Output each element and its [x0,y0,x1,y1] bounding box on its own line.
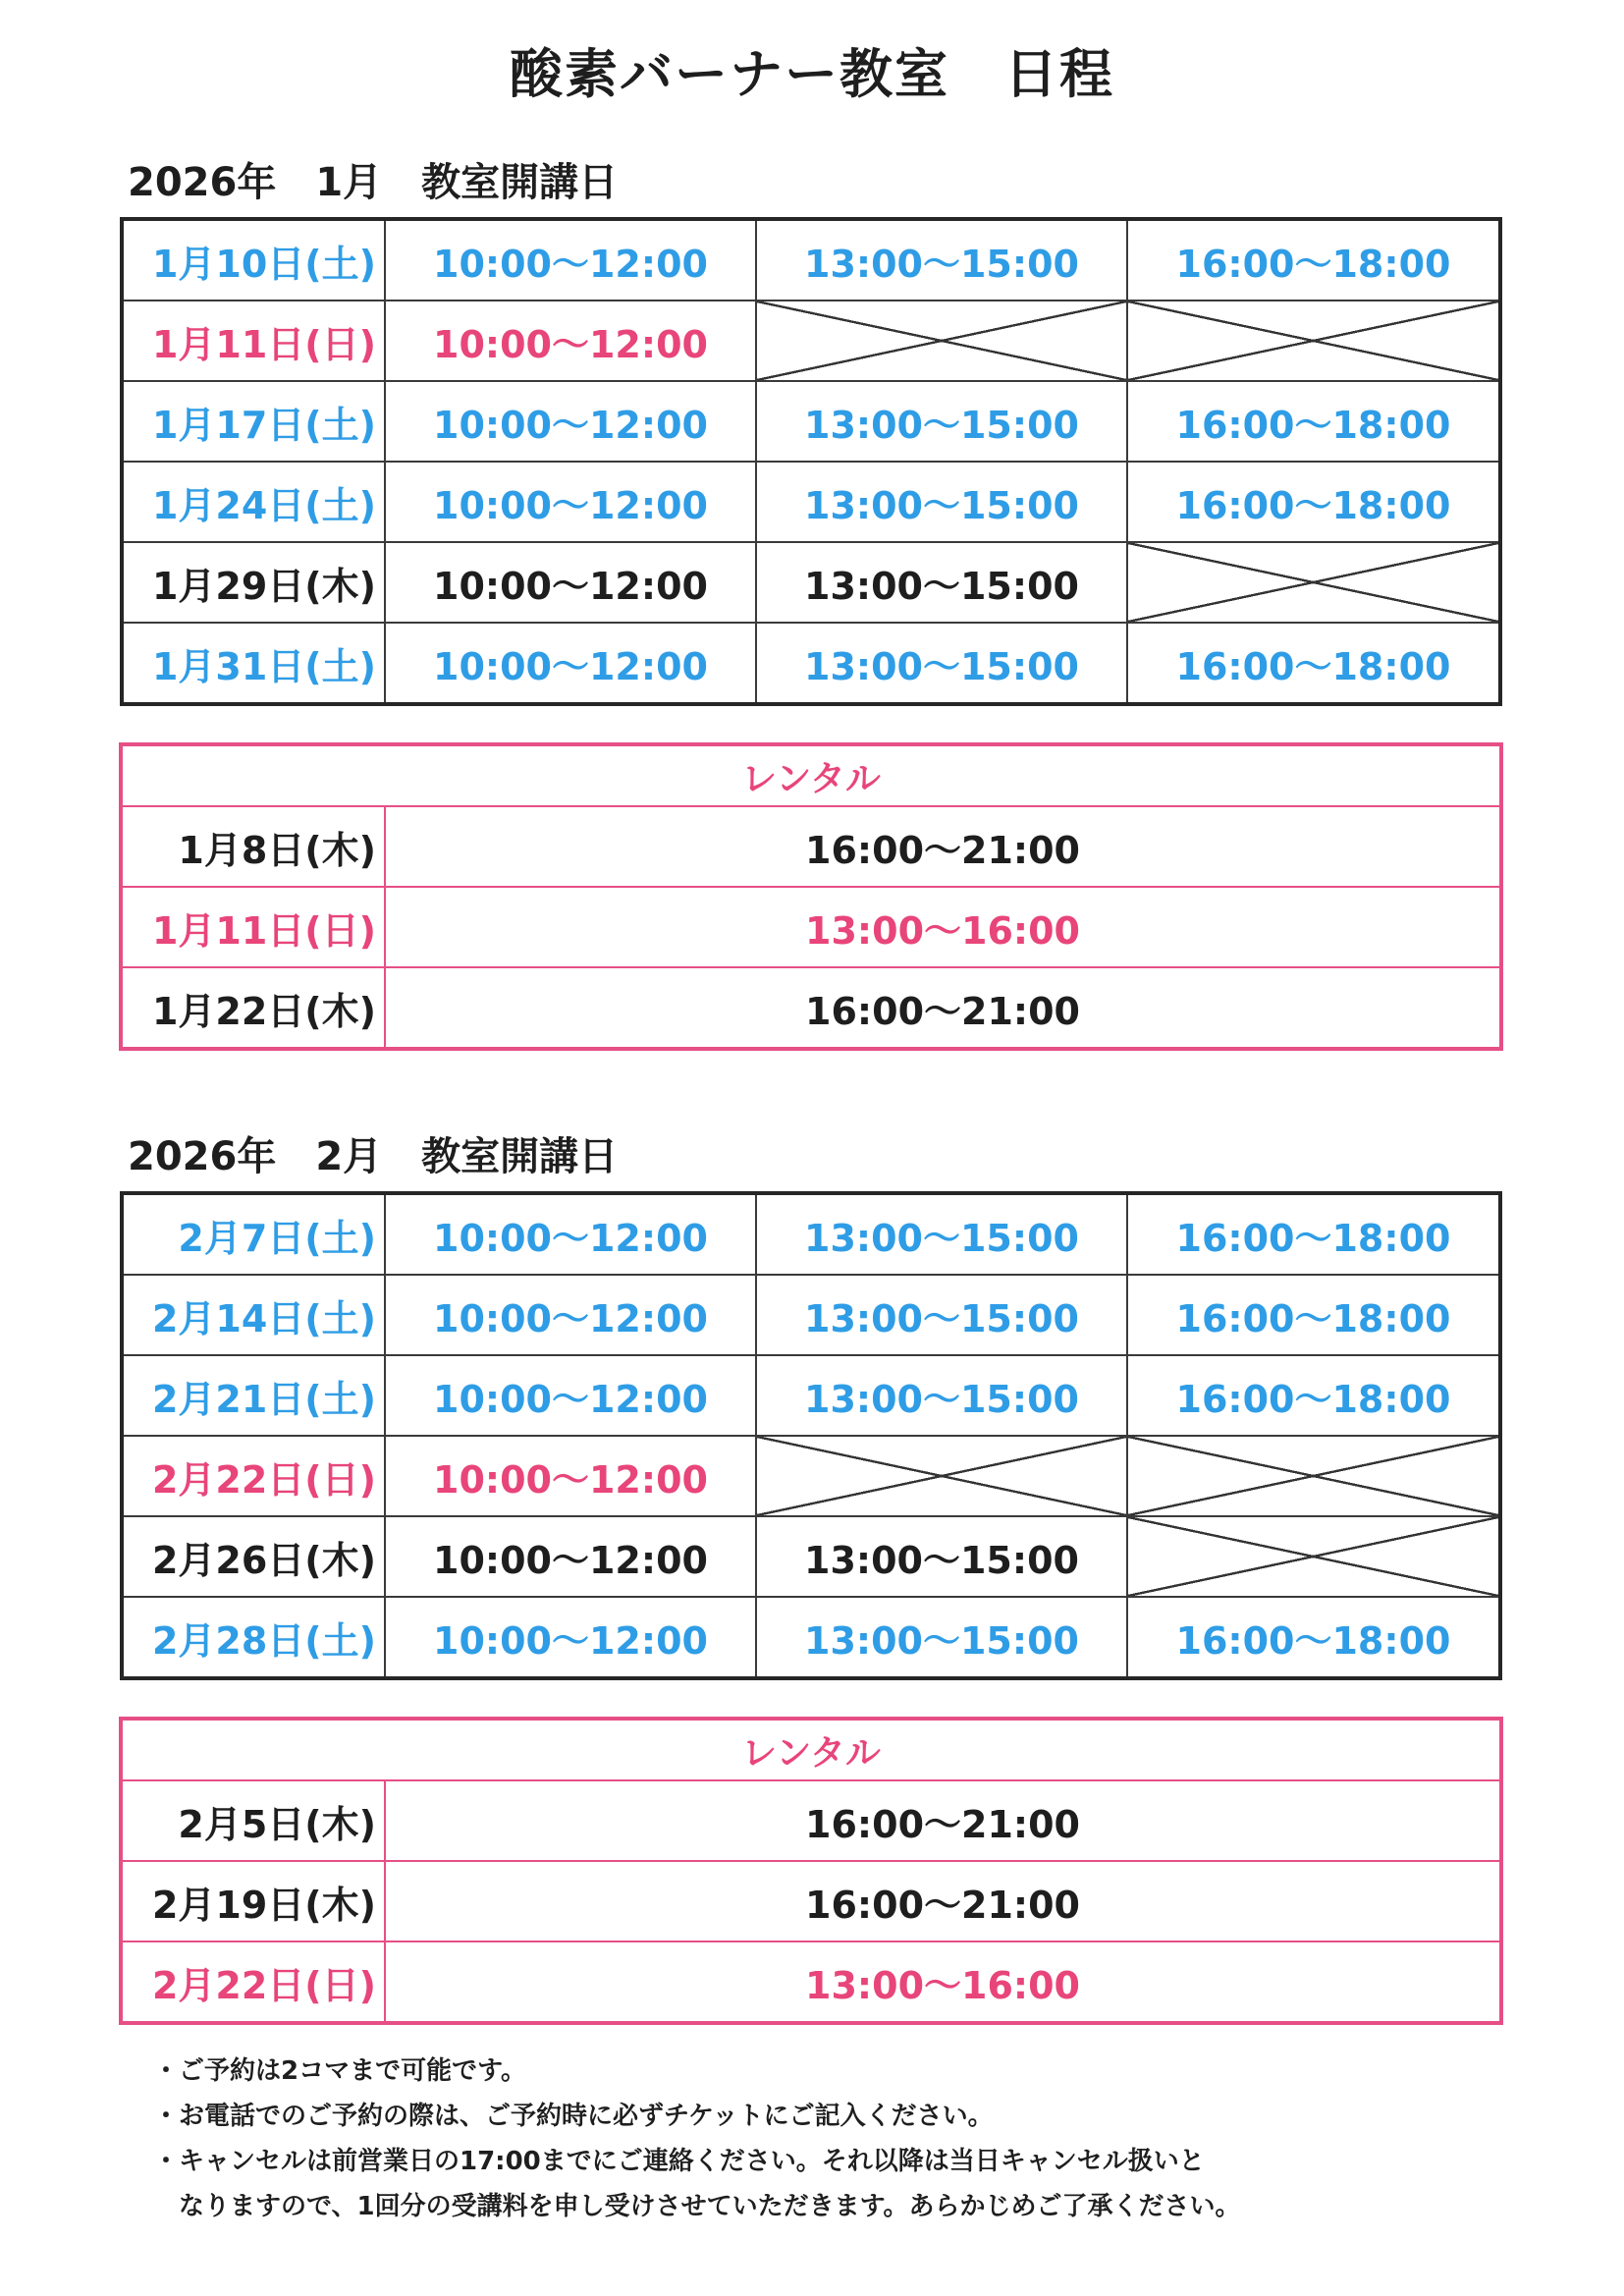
class-row [122,1275,1500,1355]
section-heading-january: 2026年 1月 教室開講日 [128,160,619,205]
rental-header-row [121,1719,1501,1780]
class-date: 2月14日(土) [122,1275,385,1355]
rental-row [121,887,1501,967]
rental-date: 2月5日(木) [121,1780,385,1861]
class-date: 1月31日(土) [122,623,385,704]
notes [153,2049,1489,2229]
class-row [122,462,1500,542]
time-slot: 16:00〜18:00 [1127,1355,1500,1436]
rental-row [121,1780,1501,1861]
class-date: 1月11日(日) [122,301,385,381]
time-slot: 13:00〜15:00 [756,623,1127,704]
time-slot: 10:00〜12:00 [385,1516,756,1597]
time-slot: 10:00〜12:00 [385,623,756,704]
class-row [122,623,1500,704]
time-slot: 16:00〜18:00 [1127,462,1500,542]
closed-slot [1127,1436,1500,1516]
note-line: ・お電話でのご予約の際は、ご予約時に必ずチケットにご記入ください。 [153,2102,994,2131]
rental-body [121,744,1501,1049]
closed-slot [756,301,1127,381]
rental-time: 16:00〜21:00 [385,806,1501,887]
rental-row [121,806,1501,887]
rental-body [121,1719,1501,2023]
page-title: 酸素バーナー教室 日程 [510,43,1114,105]
time-slot: 13:00〜15:00 [756,462,1127,542]
closed-slot [1127,301,1500,381]
time-slot: 10:00〜12:00 [385,1436,756,1516]
class-schedule-body [122,1193,1500,1678]
rental-table-january [119,742,1503,1051]
time-slot: 10:00〜12:00 [385,542,756,623]
time-slot: 10:00〜12:00 [385,1355,756,1436]
class-row [122,219,1500,301]
time-slot: 10:00〜12:00 [385,1193,756,1275]
rental-time: 13:00〜16:00 [385,887,1501,967]
time-slot: 10:00〜12:00 [385,1275,756,1355]
time-slot: 10:00〜12:00 [385,1597,756,1678]
time-slot: 16:00〜18:00 [1127,381,1500,462]
time-slot: 10:00〜12:00 [385,301,756,381]
class-row [122,1516,1500,1597]
rental-date: 1月8日(木) [121,806,385,887]
section-heading-february: 2026年 2月 教室開講日 [128,1134,619,1179]
closed-slot [1127,542,1500,623]
rental-header: レンタル [121,1719,1501,1780]
note-line: なりますので、1回分の受講料を申し受けさせていただきます。あらかじめご了承ください。 [153,2192,1241,2221]
class-date: 2月28日(土) [122,1597,385,1678]
rental-date: 2月19日(木) [121,1861,385,1941]
class-date: 1月29日(木) [122,542,385,623]
note-line: ・キャンセルは前営業日の17:00までにご連絡ください。それ以降は当日キャンセル扱いと [153,2147,1205,2176]
time-slot: 13:00〜15:00 [756,542,1127,623]
rental-header: レンタル [121,744,1501,806]
class-date: 1月10日(土) [122,219,385,301]
class-date: 2月22日(日) [122,1436,385,1516]
class-date: 2月21日(土) [122,1355,385,1436]
rental-time: 13:00〜16:00 [385,1941,1501,2023]
class-row [122,1193,1500,1275]
class-date: 2月26日(木) [122,1516,385,1597]
rental-row [121,1861,1501,1941]
rental-date: 2月22日(日) [121,1941,385,2023]
time-slot: 13:00〜15:00 [756,1355,1127,1436]
time-slot: 13:00〜15:00 [756,1193,1127,1275]
time-slot: 13:00〜15:00 [756,381,1127,462]
time-slot: 10:00〜12:00 [385,219,756,301]
time-slot: 10:00〜12:00 [385,381,756,462]
rental-header-row [121,744,1501,806]
class-schedule-table-february [120,1191,1502,1680]
time-slot: 16:00〜18:00 [1127,219,1500,301]
closed-slot [1127,1516,1500,1597]
rental-row [121,967,1501,1049]
time-slot: 10:00〜12:00 [385,462,756,542]
rental-date: 1月11日(日) [121,887,385,967]
class-date: 1月24日(土) [122,462,385,542]
time-slot: 13:00〜15:00 [756,1516,1127,1597]
time-slot: 16:00〜18:00 [1127,623,1500,704]
note-line: ・ご予約は2コマまで可能です。 [153,2056,527,2086]
class-row [122,542,1500,623]
rental-time: 16:00〜21:00 [385,1861,1501,1941]
closed-slot [756,1436,1127,1516]
class-row [122,301,1500,381]
time-slot: 13:00〜15:00 [756,219,1127,301]
class-row [122,1597,1500,1678]
time-slot: 16:00〜18:00 [1127,1597,1500,1678]
class-row [122,1436,1500,1516]
time-slot: 13:00〜15:00 [756,1275,1127,1355]
rental-time: 16:00〜21:00 [385,1780,1501,1861]
rental-row [121,1941,1501,2023]
time-slot: 16:00〜18:00 [1127,1193,1500,1275]
class-row [122,1355,1500,1436]
class-row [122,381,1500,462]
time-slot: 16:00〜18:00 [1127,1275,1500,1355]
time-slot: 13:00〜15:00 [756,1597,1127,1678]
rental-table-february [119,1717,1503,2025]
class-date: 1月17日(土) [122,381,385,462]
rental-date: 1月22日(木) [121,967,385,1049]
rental-time: 16:00〜21:00 [385,967,1501,1049]
class-date: 2月7日(土) [122,1193,385,1275]
class-schedule-body [122,219,1500,704]
class-schedule-table-january [120,217,1502,706]
